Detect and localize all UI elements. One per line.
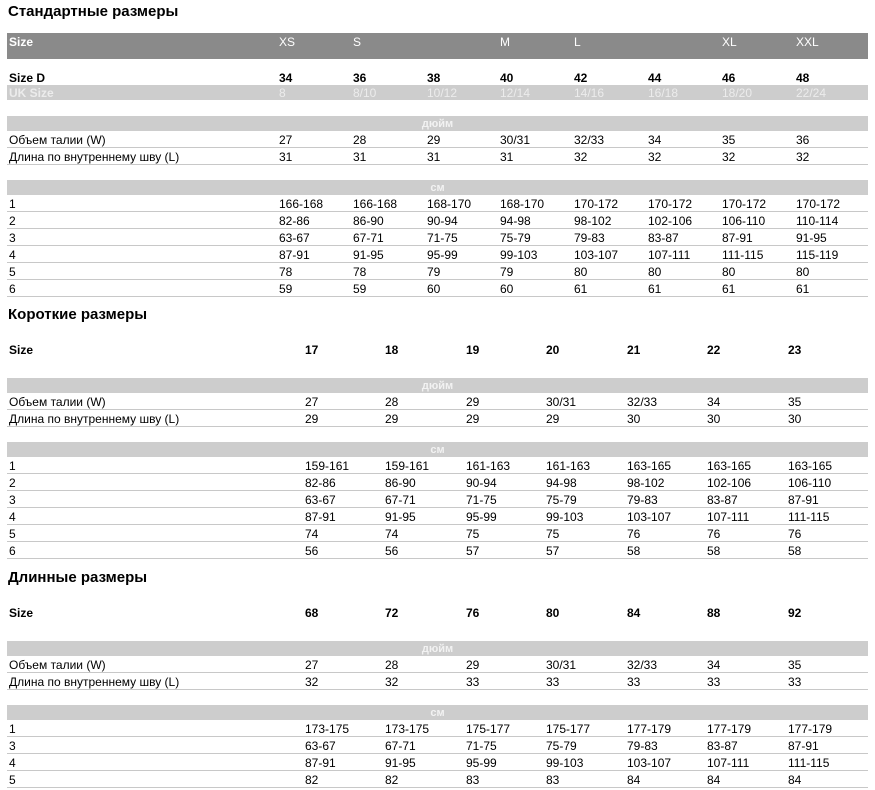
cm-row-label: 3	[7, 491, 303, 508]
inseam-cell: 30	[625, 410, 705, 427]
inseam-cell: 33	[705, 673, 786, 690]
waist-cell: 34	[705, 393, 786, 410]
inseam-cell: 29	[383, 410, 464, 427]
waist-label: Объем талии (W)	[7, 656, 303, 673]
inseam-cell: 32	[720, 148, 794, 165]
cm-cell: 61	[794, 280, 868, 297]
cm-cell: 84	[705, 771, 786, 788]
cm-row-label: 3	[7, 229, 277, 246]
short-cm-table	[7, 442, 868, 559]
cm-cell: 71-75	[464, 737, 544, 754]
long-title: Длинные размеры	[8, 569, 148, 586]
cm-cell: 67-71	[383, 737, 464, 754]
cm-cell: 78	[277, 263, 351, 280]
cm-cell: 99-103	[544, 754, 625, 771]
inseam-cell: 33	[786, 673, 868, 690]
cm-cell: 61	[572, 280, 646, 297]
cm-row	[7, 542, 868, 559]
cm-cell: 111-115	[786, 754, 868, 771]
cm-cell: 99-103	[544, 508, 625, 525]
uk-cell: 22/24	[794, 85, 868, 100]
cm-cell: 76	[705, 525, 786, 542]
cm-cell: 175-177	[544, 720, 625, 737]
inch-header	[7, 641, 868, 656]
cm-cell: 99-103	[498, 246, 572, 263]
waist-cell: 29	[425, 131, 498, 148]
inseam-cell: 32	[383, 673, 464, 690]
cm-row-label: 1	[7, 720, 303, 737]
inseam-cell: 31	[277, 148, 351, 165]
cm-cell: 82	[303, 771, 383, 788]
cm-cell: 61	[720, 280, 794, 297]
cm-cell: 161-163	[544, 457, 625, 474]
cm-cell: 159-161	[383, 457, 464, 474]
waist-row	[7, 131, 868, 148]
inseam-cell: 32	[572, 148, 646, 165]
cm-cell: 71-75	[425, 229, 498, 246]
cm-cell: 63-67	[303, 491, 383, 508]
cm-cell: 94-98	[544, 474, 625, 491]
cm-cell: 175-177	[464, 720, 544, 737]
standard-title: Стандартные размеры	[8, 3, 179, 20]
uk-size-row	[7, 85, 868, 100]
cm-cell: 79-83	[572, 229, 646, 246]
short-size-row	[7, 341, 868, 357]
size-d-label: Size D	[9, 71, 46, 85]
waist-cell: 27	[303, 393, 383, 410]
waist-cell: 27	[277, 131, 351, 148]
cm-row	[7, 737, 868, 754]
size-d-cell: 46	[722, 71, 736, 85]
cm-cell: 91-95	[794, 229, 868, 246]
cm-cell: 83	[544, 771, 625, 788]
size-label: Size	[9, 343, 34, 357]
waist-cell: 35	[786, 656, 868, 673]
cm-row-label: 1	[7, 195, 277, 212]
cm-cell: 95-99	[464, 754, 544, 771]
inseam-cell: 29	[303, 410, 383, 427]
cm-row	[7, 263, 868, 280]
cm-cell: 95-99	[425, 246, 498, 263]
size-d-cell: 48	[796, 71, 810, 85]
waist-cell: 27	[303, 656, 383, 673]
uk-cell: 10/12	[425, 85, 498, 100]
inseam-cell: 33	[625, 673, 705, 690]
cm-cell: 107-111	[646, 246, 720, 263]
inch-header	[7, 378, 868, 393]
uk-cell: 16/18	[646, 85, 720, 100]
cm-cell: 170-172	[720, 195, 794, 212]
cm-cell: 102-106	[646, 212, 720, 229]
cm-cell: 87-91	[303, 754, 383, 771]
cm-cell: 80	[794, 263, 868, 280]
size-cell: 17	[305, 343, 319, 357]
cm-cell: 103-107	[625, 754, 705, 771]
size-label: Size	[7, 33, 277, 59]
cm-cell: 87-91	[720, 229, 794, 246]
cm-cell: 163-165	[705, 457, 786, 474]
uk-cell: 14/16	[572, 85, 646, 100]
waist-cell: 34	[646, 131, 720, 148]
cm-header	[7, 180, 868, 195]
cm-row-label: 2	[7, 474, 303, 491]
cm-cell: 177-179	[625, 720, 705, 737]
cm-label: см	[7, 442, 868, 457]
inseam-label: Длина по внутреннему шву (L)	[7, 410, 303, 427]
inseam-row	[7, 673, 868, 690]
letter-size-row	[7, 33, 868, 59]
cm-cell: 75	[544, 525, 625, 542]
size-cell: 80	[546, 606, 560, 620]
waist-row	[7, 656, 868, 673]
cm-cell: 111-115	[786, 508, 868, 525]
cm-cell: 58	[705, 542, 786, 559]
uk-size-label: UK Size	[7, 85, 277, 100]
size-cell: 92	[788, 606, 802, 620]
cm-cell: 166-168	[277, 195, 351, 212]
cm-cell: 177-179	[705, 720, 786, 737]
cm-row	[7, 229, 868, 246]
cm-row	[7, 195, 868, 212]
cm-cell: 106-110	[720, 212, 794, 229]
uk-cell: 8/10	[351, 85, 425, 100]
waist-cell: 34	[705, 656, 786, 673]
cm-cell: 57	[544, 542, 625, 559]
cm-row-label: 2	[7, 212, 277, 229]
cm-cell: 82-86	[277, 212, 351, 229]
cm-cell: 71-75	[464, 491, 544, 508]
cm-cell: 103-107	[625, 508, 705, 525]
cm-cell: 80	[646, 263, 720, 280]
cm-cell: 76	[786, 525, 868, 542]
letter-cell: S	[351, 33, 425, 59]
cm-cell: 59	[277, 280, 351, 297]
cm-cell: 75	[464, 525, 544, 542]
cm-cell: 57	[464, 542, 544, 559]
waist-cell: 32/33	[625, 656, 705, 673]
uk-cell: 12/14	[498, 85, 572, 100]
cm-cell: 84	[786, 771, 868, 788]
cm-row-label: 5	[7, 263, 277, 280]
waist-cell: 35	[786, 393, 868, 410]
size-cell: 22	[707, 343, 721, 357]
standard-cm-table	[7, 180, 868, 297]
letter-cell	[425, 33, 498, 59]
size-cell: 18	[385, 343, 399, 357]
size-cell: 76	[466, 606, 480, 620]
inseam-cell: 31	[498, 148, 572, 165]
cm-cell: 61	[646, 280, 720, 297]
cm-label: см	[7, 180, 868, 195]
cm-cell: 90-94	[464, 474, 544, 491]
inseam-cell: 33	[544, 673, 625, 690]
cm-cell: 80	[720, 263, 794, 280]
inch-label: дюйм	[7, 378, 868, 393]
cm-cell: 74	[383, 525, 464, 542]
cm-cell: 82	[383, 771, 464, 788]
cm-cell: 106-110	[786, 474, 868, 491]
long-size-table	[7, 604, 868, 620]
inseam-cell: 31	[351, 148, 425, 165]
size-cell: 68	[305, 606, 319, 620]
cm-cell: 83-87	[705, 737, 786, 754]
cm-cell: 161-163	[464, 457, 544, 474]
cm-cell: 87-91	[786, 491, 868, 508]
cm-cell: 107-111	[705, 754, 786, 771]
inseam-label: Длина по внутреннему шву (L)	[7, 673, 303, 690]
cm-cell: 86-90	[351, 212, 425, 229]
cm-row	[7, 720, 868, 737]
cm-cell: 103-107	[572, 246, 646, 263]
waist-cell: 28	[383, 656, 464, 673]
cm-cell: 159-161	[303, 457, 383, 474]
cm-cell: 107-111	[705, 508, 786, 525]
waist-cell: 35	[720, 131, 794, 148]
size-d-cell: 42	[574, 71, 588, 85]
size-cell: 19	[466, 343, 480, 357]
inseam-cell: 33	[464, 673, 544, 690]
cm-cell: 163-165	[625, 457, 705, 474]
cm-row	[7, 280, 868, 297]
standard-inch-table	[7, 116, 868, 165]
cm-cell: 79-83	[625, 737, 705, 754]
cm-cell: 173-175	[383, 720, 464, 737]
cm-cell: 67-71	[351, 229, 425, 246]
cm-cell: 76	[625, 525, 705, 542]
cm-cell: 60	[425, 280, 498, 297]
cm-header	[7, 442, 868, 457]
cm-cell: 75-79	[544, 737, 625, 754]
cm-header	[7, 705, 868, 720]
cm-row	[7, 771, 868, 788]
cm-cell: 91-95	[383, 754, 464, 771]
size-cell: 21	[627, 343, 641, 357]
cm-row	[7, 508, 868, 525]
cm-cell: 56	[383, 542, 464, 559]
cm-cell: 91-95	[351, 246, 425, 263]
cm-cell: 60	[498, 280, 572, 297]
cm-cell: 75-79	[498, 229, 572, 246]
standard-size-table	[7, 33, 868, 100]
size-d-row	[7, 59, 868, 85]
inseam-cell: 32	[794, 148, 868, 165]
size-label: Size	[9, 606, 34, 620]
waist-label: Объем талии (W)	[7, 131, 277, 148]
cm-cell: 59	[351, 280, 425, 297]
uk-cell: 18/20	[720, 85, 794, 100]
waist-row	[7, 393, 868, 410]
size-d-cell: 34	[279, 71, 293, 85]
cm-cell: 94-98	[498, 212, 572, 229]
cm-cell: 87-91	[303, 508, 383, 525]
cm-cell: 63-67	[303, 737, 383, 754]
cm-cell: 111-115	[720, 246, 794, 263]
inseam-cell: 32	[646, 148, 720, 165]
long-size-row	[7, 604, 868, 620]
cm-cell: 78	[351, 263, 425, 280]
cm-row	[7, 212, 868, 229]
cm-cell: 102-106	[705, 474, 786, 491]
waist-cell: 30/31	[544, 393, 625, 410]
cm-cell: 91-95	[383, 508, 464, 525]
cm-cell: 95-99	[464, 508, 544, 525]
cm-cell: 80	[572, 263, 646, 280]
cm-cell: 115-119	[794, 246, 868, 263]
waist-cell: 32/33	[625, 393, 705, 410]
cm-cell: 163-165	[786, 457, 868, 474]
cm-row-label: 4	[7, 754, 303, 771]
cm-cell: 110-114	[794, 212, 868, 229]
inseam-cell: 30	[786, 410, 868, 427]
inseam-cell: 30	[705, 410, 786, 427]
inseam-cell: 32	[303, 673, 383, 690]
short-title: Короткие размеры	[8, 306, 148, 323]
cm-row	[7, 457, 868, 474]
cm-row-label: 4	[7, 508, 303, 525]
waist-cell: 28	[351, 131, 425, 148]
inseam-cell: 29	[544, 410, 625, 427]
cm-cell: 173-175	[303, 720, 383, 737]
cm-row	[7, 474, 868, 491]
inseam-cell: 31	[425, 148, 498, 165]
letter-cell: M	[498, 33, 572, 59]
long-inch-table	[7, 641, 868, 690]
cm-cell: 98-102	[625, 474, 705, 491]
cm-cell: 82-86	[303, 474, 383, 491]
cm-row-label: 3	[7, 737, 303, 754]
uk-cell: 8	[277, 85, 351, 100]
short-inch-table	[7, 378, 868, 427]
cm-cell: 87-91	[786, 737, 868, 754]
cm-cell: 83-87	[646, 229, 720, 246]
waist-cell: 30/31	[544, 656, 625, 673]
cm-cell: 84	[625, 771, 705, 788]
cm-cell: 79	[498, 263, 572, 280]
letter-cell	[646, 33, 720, 59]
letter-cell: XL	[720, 33, 794, 59]
size-cell: 88	[707, 606, 721, 620]
inseam-cell: 29	[464, 410, 544, 427]
cm-cell: 98-102	[572, 212, 646, 229]
cm-row-label: 4	[7, 246, 277, 263]
cm-row-label: 6	[7, 280, 277, 297]
waist-cell: 29	[464, 656, 544, 673]
cm-row	[7, 754, 868, 771]
cm-cell: 170-172	[572, 195, 646, 212]
letter-cell: XXL	[794, 33, 868, 59]
inch-header	[7, 116, 868, 131]
cm-cell: 168-170	[425, 195, 498, 212]
waist-cell: 36	[794, 131, 868, 148]
waist-label: Объем талии (W)	[7, 393, 303, 410]
cm-cell: 86-90	[383, 474, 464, 491]
letter-cell: XS	[277, 33, 351, 59]
cm-cell: 168-170	[498, 195, 572, 212]
cm-row	[7, 246, 868, 263]
cm-cell: 67-71	[383, 491, 464, 508]
size-d-cell: 40	[500, 71, 514, 85]
cm-cell: 170-172	[646, 195, 720, 212]
long-cm-table	[7, 705, 868, 788]
waist-cell: 30/31	[498, 131, 572, 148]
waist-cell: 32/33	[572, 131, 646, 148]
size-d-cell: 38	[427, 71, 441, 85]
cm-cell: 166-168	[351, 195, 425, 212]
short-size-table	[7, 341, 868, 357]
cm-row-label: 1	[7, 457, 303, 474]
size-cell: 20	[546, 343, 560, 357]
size-d-cell: 36	[353, 71, 367, 85]
cm-cell: 83-87	[705, 491, 786, 508]
inseam-label: Длина по внутреннему шву (L)	[7, 148, 277, 165]
size-cell: 72	[385, 606, 399, 620]
cm-cell: 83	[464, 771, 544, 788]
cm-cell: 79-83	[625, 491, 705, 508]
size-cell: 84	[627, 606, 641, 620]
cm-cell: 63-67	[277, 229, 351, 246]
inseam-row	[7, 410, 868, 427]
inch-label: дюйм	[7, 116, 868, 131]
cm-cell: 75-79	[544, 491, 625, 508]
waist-cell: 28	[383, 393, 464, 410]
cm-row-label: 5	[7, 771, 303, 788]
cm-cell: 56	[303, 542, 383, 559]
cm-cell: 74	[303, 525, 383, 542]
cm-cell: 87-91	[277, 246, 351, 263]
cm-cell: 58	[625, 542, 705, 559]
cm-row-label: 6	[7, 542, 303, 559]
cm-cell: 58	[786, 542, 868, 559]
size-cell: 23	[788, 343, 802, 357]
cm-row	[7, 491, 868, 508]
letter-cell: L	[572, 33, 646, 59]
inseam-row	[7, 148, 868, 165]
waist-cell: 29	[464, 393, 544, 410]
inch-label: дюйм	[7, 641, 868, 656]
cm-row-label: 5	[7, 525, 303, 542]
cm-cell: 79	[425, 263, 498, 280]
size-d-cell: 44	[648, 71, 662, 85]
cm-cell: 177-179	[786, 720, 868, 737]
cm-row	[7, 525, 868, 542]
cm-cell: 90-94	[425, 212, 498, 229]
cm-label: см	[7, 705, 868, 720]
cm-cell: 170-172	[794, 195, 868, 212]
